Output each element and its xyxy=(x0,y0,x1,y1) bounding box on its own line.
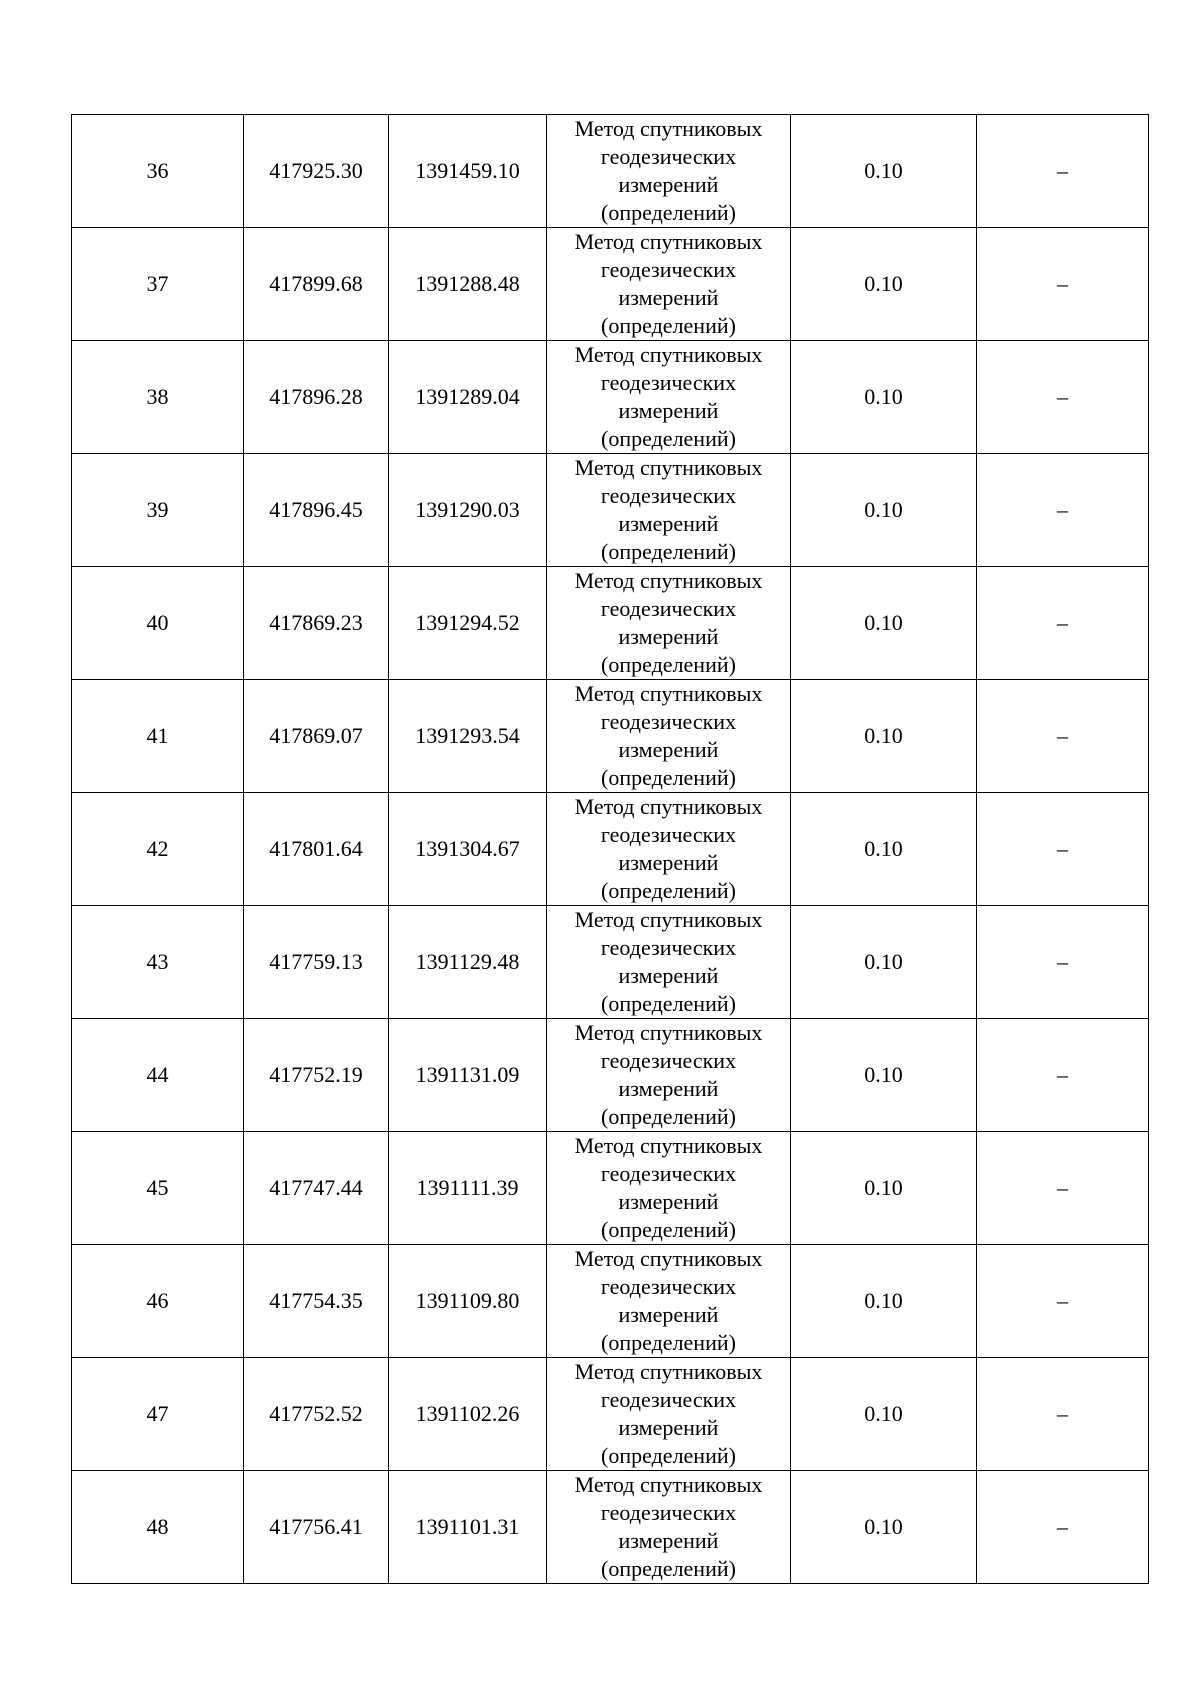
note-cell: – xyxy=(977,115,1149,228)
method-cell xyxy=(547,228,791,341)
table-row xyxy=(72,1019,1149,1132)
method-text: Метод спутниковых геодезических измерений (определений) xyxy=(574,1133,763,1242)
table-row xyxy=(72,115,1149,228)
point-number-cell: 44 xyxy=(72,1019,244,1132)
method-text: Метод спутниковых геодезических измерений (определений) xyxy=(574,907,763,1016)
x-coordinate-cell: 417756.41 xyxy=(244,1471,389,1584)
accuracy-cell: 0.10 xyxy=(791,228,977,341)
point-number-cell: 46 xyxy=(72,1245,244,1358)
point-number-cell: 40 xyxy=(72,567,244,680)
accuracy-cell: 0.10 xyxy=(791,115,977,228)
note-cell: – xyxy=(977,341,1149,454)
table-row xyxy=(72,793,1149,906)
method-cell xyxy=(547,454,791,567)
table-row xyxy=(72,906,1149,1019)
method-cell xyxy=(547,1132,791,1245)
note-cell: – xyxy=(977,680,1149,793)
method-text: Метод спутниковых геодезических измерений (определений) xyxy=(574,1020,763,1129)
method-text: Метод спутниковых геодезических измерений (определений) xyxy=(574,455,763,564)
method-cell xyxy=(547,1245,791,1358)
accuracy-cell: 0.10 xyxy=(791,793,977,906)
x-coordinate-cell: 417896.28 xyxy=(244,341,389,454)
note-cell: – xyxy=(977,793,1149,906)
method-text: Метод спутниковых геодезических измерений (определений) xyxy=(574,1472,763,1581)
method-text: Метод спутниковых геодезических измерений (определений) xyxy=(574,229,763,338)
accuracy-cell: 0.10 xyxy=(791,680,977,793)
method-text: Метод спутниковых геодезических измерений (определений) xyxy=(574,342,763,451)
y-coordinate-cell: 1391129.48 xyxy=(389,906,547,1019)
accuracy-cell: 0.10 xyxy=(791,1132,977,1245)
method-cell xyxy=(547,1471,791,1584)
accuracy-cell: 0.10 xyxy=(791,1019,977,1132)
x-coordinate-cell: 417869.07 xyxy=(244,680,389,793)
x-coordinate-cell: 417925.30 xyxy=(244,115,389,228)
point-number-cell: 48 xyxy=(72,1471,244,1584)
y-coordinate-cell: 1391304.67 xyxy=(389,793,547,906)
table-row xyxy=(72,341,1149,454)
method-text: Метод спутниковых геодезических измерений (определений) xyxy=(574,794,763,903)
method-cell xyxy=(547,1358,791,1471)
method-text: Метод спутниковых геодезических измерений (определений) xyxy=(574,681,763,790)
method-cell xyxy=(547,1019,791,1132)
note-cell: – xyxy=(977,1019,1149,1132)
method-text: Метод спутниковых геодезических измерений (определений) xyxy=(574,1359,763,1468)
point-number-cell: 45 xyxy=(72,1132,244,1245)
table-row xyxy=(72,228,1149,341)
y-coordinate-cell: 1391459.10 xyxy=(389,115,547,228)
point-number-cell: 37 xyxy=(72,228,244,341)
x-coordinate-cell: 417801.64 xyxy=(244,793,389,906)
x-coordinate-cell: 417752.19 xyxy=(244,1019,389,1132)
table-row xyxy=(72,1132,1149,1245)
y-coordinate-cell: 1391102.26 xyxy=(389,1358,547,1471)
table-row xyxy=(72,680,1149,793)
point-number-cell: 41 xyxy=(72,680,244,793)
method-cell xyxy=(547,567,791,680)
x-coordinate-cell: 417759.13 xyxy=(244,906,389,1019)
method-cell xyxy=(547,680,791,793)
method-text: Метод спутниковых геодезических измерений (определений) xyxy=(574,568,763,677)
y-coordinate-cell: 1391290.03 xyxy=(389,454,547,567)
accuracy-cell: 0.10 xyxy=(791,567,977,680)
y-coordinate-cell: 1391101.31 xyxy=(389,1471,547,1584)
point-number-cell: 47 xyxy=(72,1358,244,1471)
accuracy-cell: 0.10 xyxy=(791,341,977,454)
table-row xyxy=(72,454,1149,567)
table-row xyxy=(72,1358,1149,1471)
y-coordinate-cell: 1391109.80 xyxy=(389,1245,547,1358)
method-cell xyxy=(547,906,791,1019)
x-coordinate-cell: 417754.35 xyxy=(244,1245,389,1358)
accuracy-cell: 0.10 xyxy=(791,1245,977,1358)
x-coordinate-cell: 417869.23 xyxy=(244,567,389,680)
y-coordinate-cell: 1391131.09 xyxy=(389,1019,547,1132)
table-row xyxy=(72,1245,1149,1358)
method-cell xyxy=(547,341,791,454)
y-coordinate-cell: 1391111.39 xyxy=(389,1132,547,1245)
y-coordinate-cell: 1391289.04 xyxy=(389,341,547,454)
point-number-cell: 38 xyxy=(72,341,244,454)
x-coordinate-cell: 417747.44 xyxy=(244,1132,389,1245)
x-coordinate-cell: 417896.45 xyxy=(244,454,389,567)
table-row xyxy=(72,567,1149,680)
x-coordinate-cell: 417752.52 xyxy=(244,1358,389,1471)
method-cell xyxy=(547,115,791,228)
accuracy-cell: 0.10 xyxy=(791,1358,977,1471)
note-cell: – xyxy=(977,1132,1149,1245)
accuracy-cell: 0.10 xyxy=(791,1471,977,1584)
y-coordinate-cell: 1391293.54 xyxy=(389,680,547,793)
coordinates-table xyxy=(71,114,1149,1584)
note-cell: – xyxy=(977,1358,1149,1471)
method-text: Метод спутниковых геодезических измерений (определений) xyxy=(574,116,763,225)
note-cell: – xyxy=(977,567,1149,680)
y-coordinate-cell: 1391288.48 xyxy=(389,228,547,341)
point-number-cell: 42 xyxy=(72,793,244,906)
x-coordinate-cell: 417899.68 xyxy=(244,228,389,341)
note-cell: – xyxy=(977,1245,1149,1358)
note-cell: – xyxy=(977,454,1149,567)
note-cell: – xyxy=(977,906,1149,1019)
note-cell: – xyxy=(977,1471,1149,1584)
y-coordinate-cell: 1391294.52 xyxy=(389,567,547,680)
point-number-cell: 43 xyxy=(72,906,244,1019)
method-text: Метод спутниковых геодезических измерений (определений) xyxy=(574,1246,763,1355)
accuracy-cell: 0.10 xyxy=(791,454,977,567)
point-number-cell: 36 xyxy=(72,115,244,228)
accuracy-cell: 0.10 xyxy=(791,906,977,1019)
point-number-cell: 39 xyxy=(72,454,244,567)
method-cell xyxy=(547,793,791,906)
table-row xyxy=(72,1471,1149,1584)
note-cell: – xyxy=(977,228,1149,341)
